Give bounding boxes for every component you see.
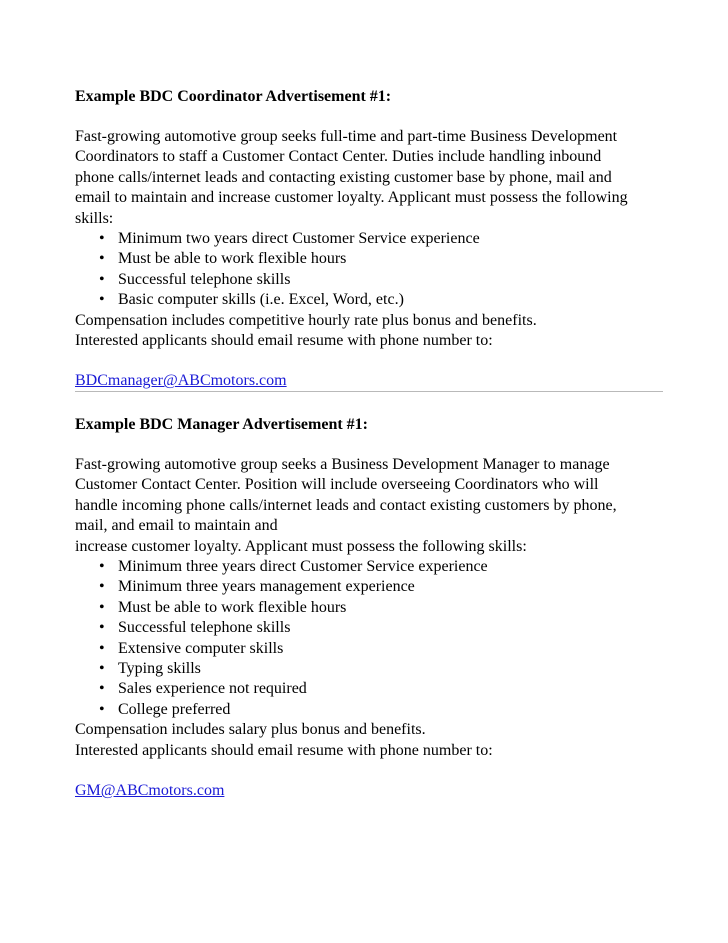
coordinator-ad-description (75, 127, 675, 229)
coordinator-ad-section (75, 87, 675, 391)
bullet-icon: • (99, 639, 105, 657)
bullet-icon: • (99, 250, 105, 268)
list-item: • College preferred (75, 700, 675, 720)
bullet-icon: • (99, 700, 105, 718)
list-item: • Extensive computer skills (75, 639, 675, 659)
bullet-icon: • (99, 230, 105, 248)
paragraph-line: Customer Contact Center. Position will include overseeing Coordinators who will (75, 476, 599, 494)
compensation-text: Compensation includes salary plus bonus and benefits. (75, 721, 426, 739)
list-item: • Basic computer skills (i.e. Excel, Word, etc.) (75, 290, 675, 310)
compensation-text: Compensation includes competitive hourly rate plus bonus and benefits. (75, 311, 537, 329)
coordinator-skills-list (75, 229, 675, 311)
paragraph-line: skills: (75, 209, 114, 227)
paragraph-line: handle incoming phone calls/internet leads and contact existing customers by phone, (75, 496, 617, 514)
paragraph-line: phone calls/internet leads and contacting existing customer base by phone, mail and (75, 168, 612, 186)
list-item: • Successful telephone skills (75, 618, 675, 638)
list-item: • Minimum three years management experience (75, 577, 675, 597)
section-divider (75, 391, 663, 392)
manager-ad-description (75, 455, 675, 557)
bullet-icon: • (99, 291, 105, 309)
list-item: • Typing skills (75, 659, 675, 679)
manager-skills-list (75, 557, 675, 720)
list-item: • Must be able to work flexible hours (75, 249, 675, 269)
paragraph-line: mail, and email to maintain and (75, 517, 278, 535)
bullet-icon: • (99, 270, 105, 288)
list-item: • Sales experience not required (75, 679, 675, 699)
bullet-icon: • (99, 619, 105, 637)
paragraph-line: increase customer loyalty. Applicant must possess the following skills: (75, 537, 527, 555)
bullet-icon: • (99, 558, 105, 576)
manager-ad-section (75, 415, 675, 801)
list-item: • Minimum three years direct Customer Service experience (75, 557, 675, 577)
apply-instructions: Interested applicants should email resume with phone number to: (75, 332, 493, 350)
paragraph-line: email to maintain and increase customer loyalty. Applicant must possess the following (75, 189, 628, 207)
list-item: • Successful telephone skills (75, 270, 675, 290)
paragraph-line: Coordinators to staff a Customer Contact Center. Duties include handling inbound (75, 148, 602, 166)
bullet-icon: • (99, 660, 105, 678)
paragraph-line: Fast-growing automotive group seeks a Business Development Manager to manage (75, 456, 610, 473)
list-item: • Minimum two years direct Customer Service experience (75, 229, 675, 249)
apply-instructions: Interested applicants should email resume with phone number to: (75, 741, 493, 759)
manager-ad-heading: Example BDC Manager Advertisement #1: (75, 416, 368, 433)
bullet-icon: • (99, 680, 105, 698)
manager-ad-closing (75, 720, 675, 761)
paragraph-line: Fast-growing automotive group seeks full-time and part-time Business Development (75, 128, 618, 145)
bullet-icon: • (99, 598, 105, 616)
coordinator-ad-closing (75, 311, 675, 352)
coordinator-ad-heading: Example BDC Coordinator Advertisement #1: (75, 88, 392, 105)
coordinator-email-link[interactable]: BDCmanager@ABCmotors.com (75, 372, 287, 390)
list-item: • Must be able to work flexible hours (75, 598, 675, 618)
manager-email-link[interactable]: GM@ABCmotors.com (75, 782, 225, 800)
bullet-icon: • (99, 578, 105, 596)
